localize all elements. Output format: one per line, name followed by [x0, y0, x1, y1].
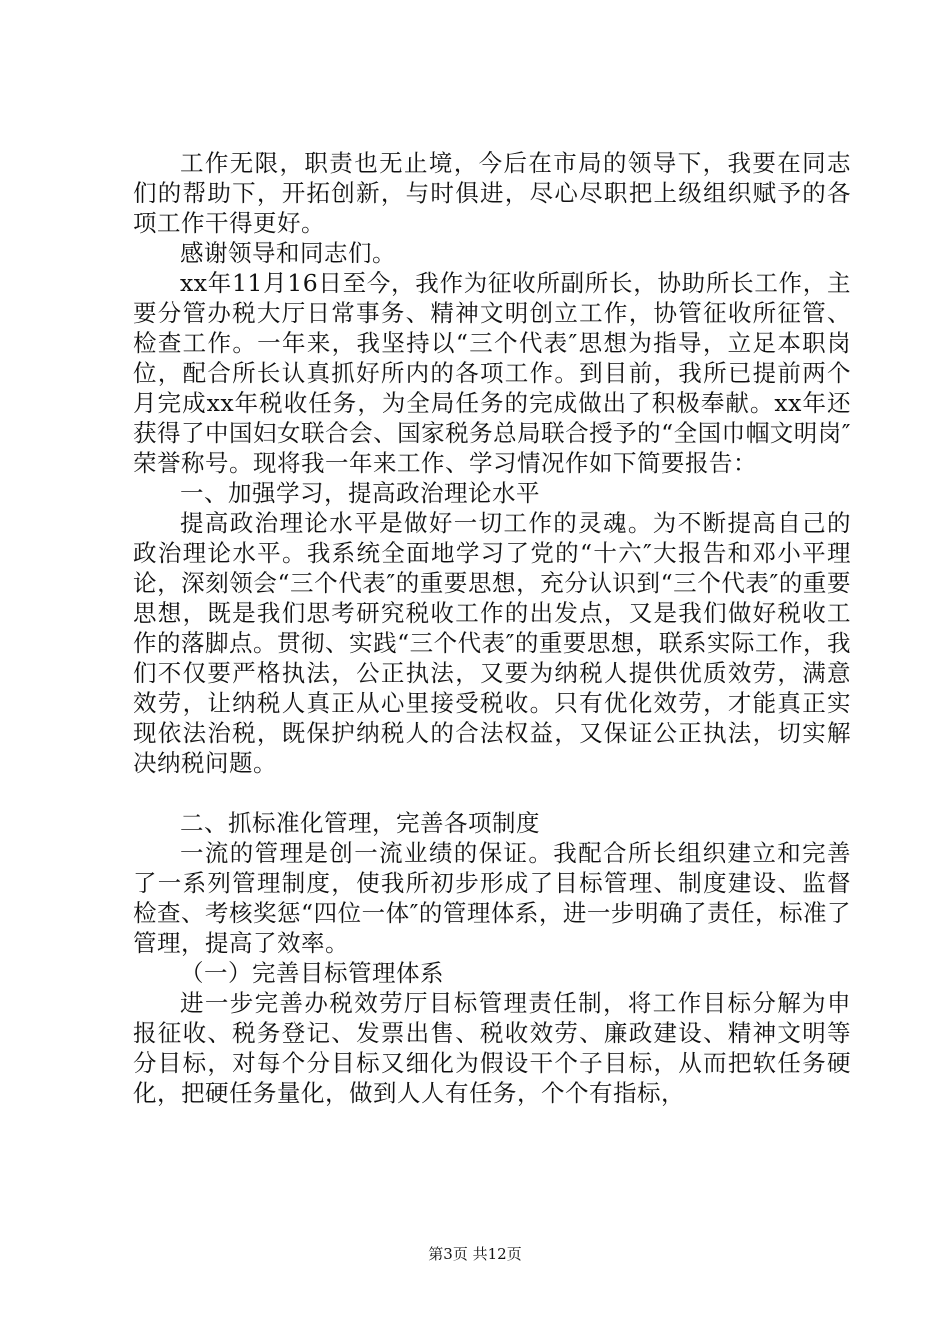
paragraph-closing: 工作无限，职责也无止境，今后在市局的领导下，我要在同志们的帮助下，开拓创新，与时俱进，尽心尽职把上级组织赋予的各项工作干得更好。	[133, 149, 851, 237]
paragraph-targets: 进一步完善办税效劳厅目标管理责任制，将工作目标分解为申报征收、税务登记、发票出售、税收效劳、廉政建设、精神文明等分目标，对每个分目标又细化为假设干个子目标，从而把软任务硬化，把硬任务量化，做到人人有任务，个个有指标，	[133, 989, 851, 1107]
paragraph-thanks: 感谢领导和同志们。	[180, 239, 396, 267]
paragraph-intro: xx年11月16日至今，我作为征收所副所长，协助所长工作，主要分管办税大厅日常事务、精神文明创立工作，协管征收所征管、检查工作。一年来，我坚持以“三个代表″思想为指导，立足本职岗位，配合所长认真抓好所内的各项工作。到目前，我所已提前两个月完成xx年税收任务，为全局任务的完成做出了积极奉献。xx年还获得了中国妇女联合会、国家税务总局联合授予的“全国巾帼文明岗″荣誉称号。现将我一年来工作、学习情况作如下简要报告：	[133, 269, 851, 477]
page-footer: 第3页 共12页	[428, 1245, 522, 1263]
subsection-heading-1: （一）完善目标管理体系	[180, 959, 444, 987]
section-heading-2: 二、抓标准化管理，完善各项制度	[180, 809, 540, 837]
paragraph-gap	[133, 778, 851, 808]
section-heading-1: 一、加强学习，提高政治理论水平	[180, 479, 540, 507]
document-body	[133, 148, 851, 1108]
paragraph-theory: 提高政治理论水平是做好一切工作的灵魂。为不断提高自己的政治理论水平。我系统全面地学习了党的“十六″大报告和邓小平理论，深刻领会“三个代表″的重要思想，充分认识到“三个代表″的重要思想，既是我们思考研究税收工作的出发点，又是我们做好税收工作的落脚点。贯彻、实践“三个代表″的重要思想，联系实际工作，我们不仅要严格执法，公正执法，又要为纳税人提供优质效劳，满意效劳，让纳税人真正从心里接受税收。只有优化效劳，才能真正实现依法治税，既保护纳税人的合法权益，又保证公正执法，切实解决纳税问题。	[133, 509, 851, 777]
paragraph-management: 一流的管理是创一流业绩的保证。我配合所长组织建立和完善了一系列管理制度，使我所初步形成了目标管理、制度建设、监督检查、考核奖惩“四位一体″的管理体系，进一步明确了责任，标准了管理，提高了效率。	[133, 839, 851, 957]
